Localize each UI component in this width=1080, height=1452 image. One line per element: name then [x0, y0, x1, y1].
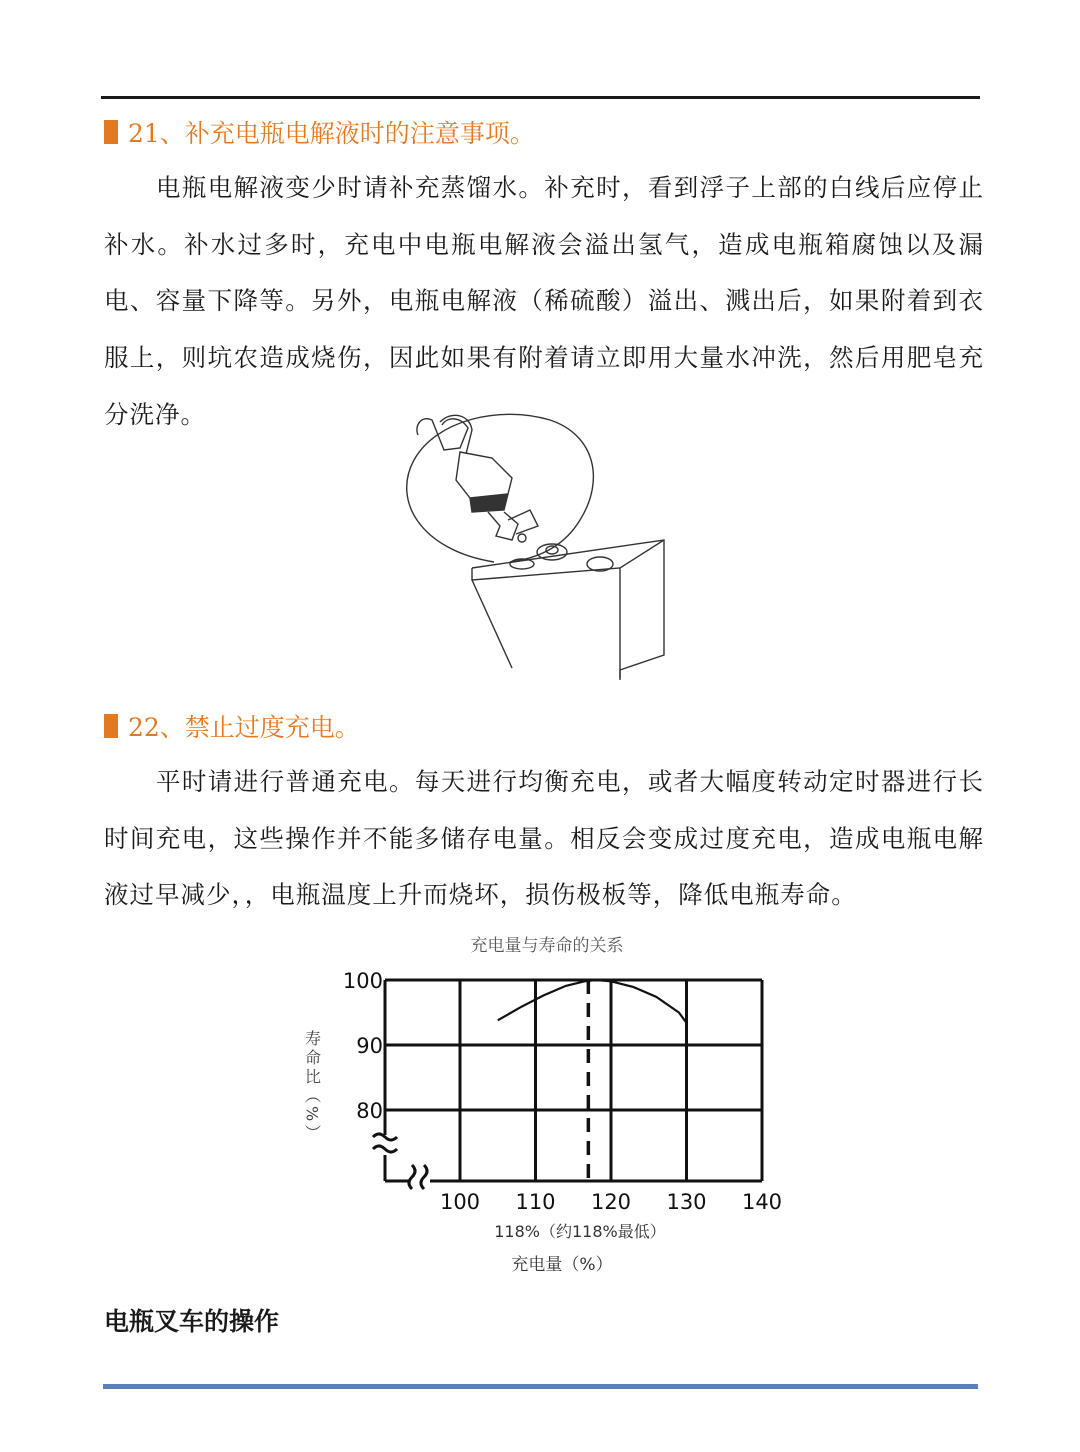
chart-grid: [373, 980, 762, 1189]
chart-series: [498, 980, 687, 1181]
section-21-heading: [104, 116, 535, 148]
charge-life-chart: [290, 925, 810, 1285]
x-axis-label: 充电量（%）: [511, 1255, 613, 1275]
chart-annotation: 118%（约118%最低）: [494, 1222, 666, 1241]
section-22-heading: [104, 710, 360, 742]
heading-marker: [104, 714, 118, 738]
battery-float-illustration: [400, 400, 680, 680]
section-22-heading-text: 22、禁止过度充电。: [128, 713, 360, 742]
section-22-paragraph: 平时请进行普通充电。每天进行均衡充电，或者大幅度转动定时器进行长时间充电，这些操作并不能多储存电量。相反会变成过度充电，造成电瓶电解液过早减少，，电瓶温度上升而烧坏，损伤极板等，降低电瓶寿命。: [104, 767, 984, 910]
heading-marker: [104, 120, 118, 144]
section-21-paragraph: 电瓶电解液变少时请补充蒸馏水。补充时，看到浮子上部的白线后应停止补水。补水过多时，充电中电瓶电解液会溢出氢气，造成电瓶箱腐蚀以及漏电、容量下降等。另外，电瓶电解液（稀硫酸）溢出、溅出后，如果附着到衣服上，则坑农造成烧伤，因此如果有附着请立即用大量水冲洗，然后用肥皂充分洗净。: [104, 173, 984, 429]
y-tick-label: 100: [342, 969, 383, 993]
chart-title: 充电量与寿命的关系: [470, 936, 624, 956]
x-tick-label: 120: [590, 1190, 632, 1214]
x-tick-label: 110: [515, 1190, 556, 1214]
x-tick-label: 100: [439, 1190, 481, 1214]
footer-heading: 电瓶叉车的操作: [104, 1307, 280, 1336]
y-tick-label: 80: [356, 1099, 383, 1123]
section-21-heading-text: 21、补充电瓶电解液时的注意事项。: [128, 119, 535, 148]
x-tick-label: 130: [666, 1190, 707, 1214]
y-axis-break: [373, 1134, 397, 1152]
chart-ticks: [343, 969, 782, 1214]
bottom-divider: [103, 1384, 978, 1389]
x-axis-break: [409, 1165, 427, 1189]
series-line: [498, 980, 687, 1023]
x-tick-label: 140: [741, 1190, 783, 1214]
y-tick-label: 90: [356, 1034, 383, 1058]
top-divider: [101, 96, 980, 99]
y-axis-label: 寿命比（%）: [302, 1030, 322, 1144]
